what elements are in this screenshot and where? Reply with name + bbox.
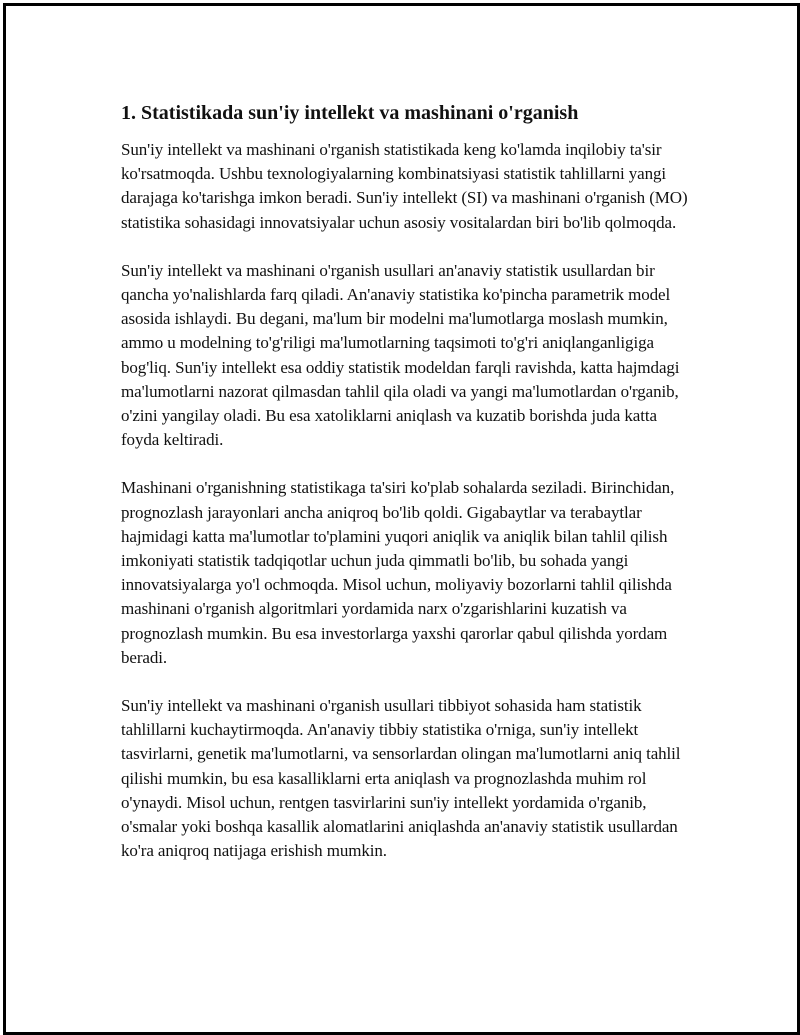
paragraph-2: Sun'iy intellekt va mashinani o'rganish usullari an'anaviy statistik usullardan bir qancha yo'nalishlarda farq qiladi. An'anaviy statistika ko'pincha parametrik model asosida ishlaydi. Bu degani, ma'lum bir modelni ma'lumotlarga moslash mumkin, ammo u modelning to'g'riligi ma'lumotlarning taqsimoti to'g'ri aniqlanganligiga bog'liq. Sun'iy intellekt esa oddiy statistik modeldan farqli ravishda, katta hajmdagi ma'lumotlarni nazorat qilmasdan tahlil qila oladi va yangi ma'lumotlardan o'rganib, o'zini yangilay oladi. Bu esa xatoliklarni aniqlash va kuzatib borishda juda katta foyda keltiradi. [121,260,680,450]
section-heading: 1. Statistikada sun'iy intellekt va mashinani o'rganish [121,102,579,124]
document-page [3,3,800,1035]
paragraph-3: Mashinani o'rganishning statistikaga ta'siri ko'plab sohalarda seziladi. Birinchidan, prognozlash jarayonlari ancha aniqroq bo'lib qoldi. Gigabaytlar va terabaytlar hajmidagi katta ma'lumotlar to'plamini yuqori aniqlik va aniqlik bilan tahlil qilish imkoniyati statistik tadqiqotlar uchun juda qimmatli bo'lib, bu sohada yangi innovatsiyalarga yo'l ochmoqda. Misol uchun, moliyaviy bozorlarni tahlil qilishda mashinani o'rganish algoritmlari yordamida narx o'zgarishlarini kuzatish va prognozlash mumkin. Bu esa investorlarga yaxshi qarorlar qabul qilishda yordam beradi. [121,478,675,667]
paragraph-4: Sun'iy intellekt va mashinani o'rganish usullari tibbiyot sohasida ham statistik tahlillarni kuchaytirmoqda. An'anaviy tibbiy statistika o'rniga, sun'iy intellekt tasvirlarni, genetik ma'lumotlarni, va sensorlardan olingan ma'lumotlarni aniq tahlil qilishi mumkin, bu esa kasalliklarni erta aniqlash va prognozlashda muhim rol o'ynaydi. Misol uchun, rentgen tasvirlarini sun'iy intellekt yordamida o'rganib, o'smalar yoki boshqa kasallik alomatlarini aniqlashda an'anaviy statistik usullardan ko'ra aniqroq natijaga erishish mumkin. [121,696,681,861]
paragraph-1: Sun'iy intellekt va mashinani o'rganish statistikada keng ko'lamda inqilobiy ta'sir ko'rsatmoqda. Ushbu texnologiyalarning kombinatsiyasi statistik tahlillarni yangi darajaga ko'tarishga imkon beradi. Sun'iy intellekt (SI) va mashinani o'rganish (MO) statistika sohasidagi innovatsiyalar uchun asosiy vositalardan biri bo'lib qolmoqda. [121,140,688,232]
document-body [121,96,691,887]
